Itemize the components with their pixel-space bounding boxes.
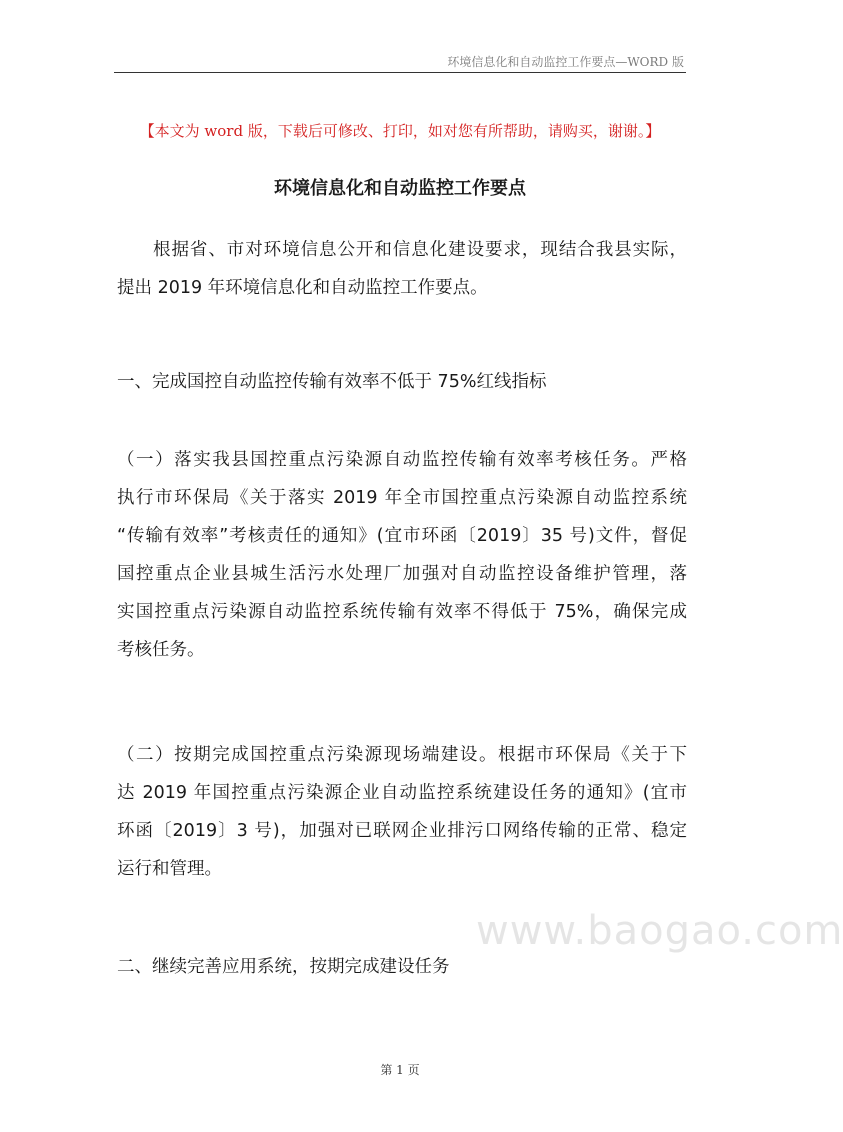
text-line: 达 2019 年国控重点污染源企业自动监控系统建设任务的通知》(宜市: [117, 783, 687, 803]
text-line: 环函〔2019〕3 号)，加强对已联网企业排污口网络传输的正常、稳定: [117, 821, 687, 841]
text-line: 运行和管理。: [117, 859, 222, 879]
intro-paragraph: [117, 231, 687, 307]
text-line: 根据省、市对环境信息公开和信息化建设要求，现结合我县实际，: [153, 240, 687, 260]
section-1-item-1: [117, 441, 687, 669]
text-line: 实国控重点污染源自动监控系统传输有效率不得低于 75%，确保完成: [117, 602, 687, 622]
header-title: 环境信息化和自动监控工作要点—WORD 版: [447, 55, 684, 69]
document-title: 环境信息化和自动监控工作要点: [274, 178, 526, 199]
header-divider: [114, 72, 686, 73]
section-1-heading: 一、完成国控自动监控传输有效率不低于 75%红线指标: [117, 372, 547, 392]
text-line: 提出 2019 年环境信息化和自动监控工作要点。: [117, 278, 488, 298]
text-line: （一）落实我县国控重点污染源自动监控传输有效率考核任务。严格: [117, 450, 687, 470]
section-1-item-2: [117, 736, 687, 888]
text-line: 考核任务。: [117, 640, 205, 660]
text-line: “传输有效率”考核责任的通知》(宜市环函〔2019〕35 号)文件，督促: [117, 526, 687, 546]
page-number: 第 1 页: [380, 1063, 420, 1077]
watermark: www.baogao.com: [476, 908, 843, 954]
text-line: 国控重点企业县城生活污水处理厂加强对自动监控设备维护管理，落: [117, 564, 687, 584]
text-line: 执行市环保局《关于落实 2019 年全市国控重点污染源自动监控系统: [117, 488, 687, 508]
section-2-heading: 二、继续完善应用系统，按期完成建设任务: [117, 957, 450, 977]
text-line: （二）按期完成国控重点污染源现场端建设。根据市环保局《关于下: [117, 745, 687, 765]
download-notice: 【本文为 word 版，下载后可修改、打印，如对您有所帮助，请购买，谢谢。】: [139, 122, 661, 140]
